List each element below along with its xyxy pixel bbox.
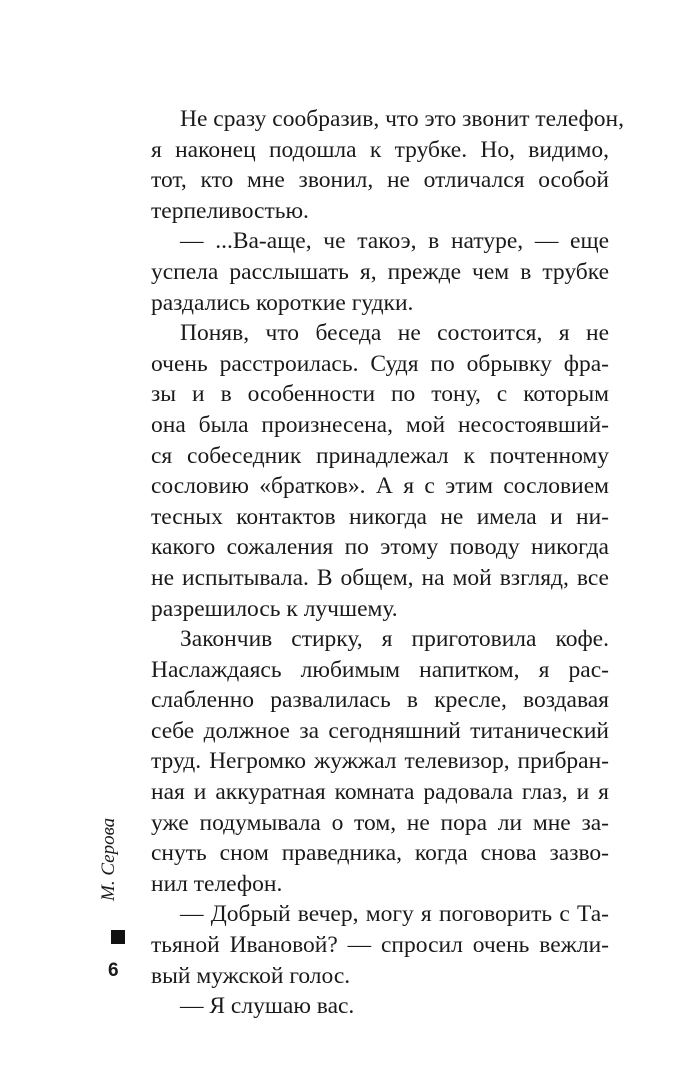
- text-line: тьяной Ивановой? — спросил очень вежли-: [151, 932, 609, 959]
- text-line: не испытывала. В общем, на мой взгляд, все: [151, 564, 609, 591]
- running-head-author: М. Серова: [98, 817, 119, 901]
- text-line: — Добрый вечер, могу я поговорить с Та-: [180, 901, 609, 928]
- text-line: раздались короткие гудки.: [151, 289, 414, 316]
- text-line: тот, кто мне звонил, не отличался особой: [151, 167, 609, 194]
- text-line: снуть сном праведника, когда снова зазво-: [151, 840, 609, 867]
- text-line: тесных контактов никогда не имела и ни-: [151, 503, 609, 530]
- page-number: 6: [108, 960, 119, 981]
- text-line: сословию «братков». А я с этим сословием: [151, 473, 609, 500]
- text-line: успела расслышать я, прежде чем в трубке: [151, 258, 609, 285]
- text-line: ся собеседник принадлежал к почтенному: [151, 442, 609, 469]
- text-line: уже подумывала о том, не пора ли мне за-: [151, 809, 609, 836]
- text-line: нил телефон.: [151, 870, 283, 897]
- text-line: труд. Негромко жужжал телевизор, прибран-: [151, 748, 609, 775]
- text-line: слабленно развалилась в кресле, воздавая: [151, 687, 609, 714]
- text-line: она была произнесена, мой несостоявший-: [151, 411, 609, 438]
- text-line: себе должное за сегодняшний титанический: [151, 717, 609, 744]
- text-line: — ...Ва-аще, че такоэ, в натуре, — еще: [180, 228, 609, 255]
- text-line: Не сразу сообразив, что это звонит телефон,: [180, 106, 624, 132]
- text-line: разрешилось к лучшему.: [151, 595, 398, 622]
- text-line: какого сожаления по этому поводу никогда: [151, 534, 609, 561]
- text-line: очень расстроилась. Судя по обрывку фра-: [151, 350, 609, 377]
- text-line: зы и в особенности по тону, с которым: [151, 381, 609, 408]
- text-line: Поняв, что беседа не состоится, я не: [180, 320, 609, 347]
- text-line: терпеливостью.: [151, 197, 309, 224]
- text-line: ная и аккуратная комната радовала глаз, и я: [151, 779, 609, 806]
- text-line: Наслаждаясь любимым напитком, я рас-: [151, 656, 609, 683]
- text-line: я наконец подошла к трубке. Но, видимо,: [151, 136, 609, 163]
- text-line: Закончив стирку, я приготовила кофе.: [180, 626, 609, 653]
- text-line: вый мужской голос.: [151, 962, 351, 989]
- square-marker-icon: [111, 930, 125, 944]
- body-text: [151, 104, 624, 1022]
- text-line: — Я слушаю вас.: [180, 993, 355, 1020]
